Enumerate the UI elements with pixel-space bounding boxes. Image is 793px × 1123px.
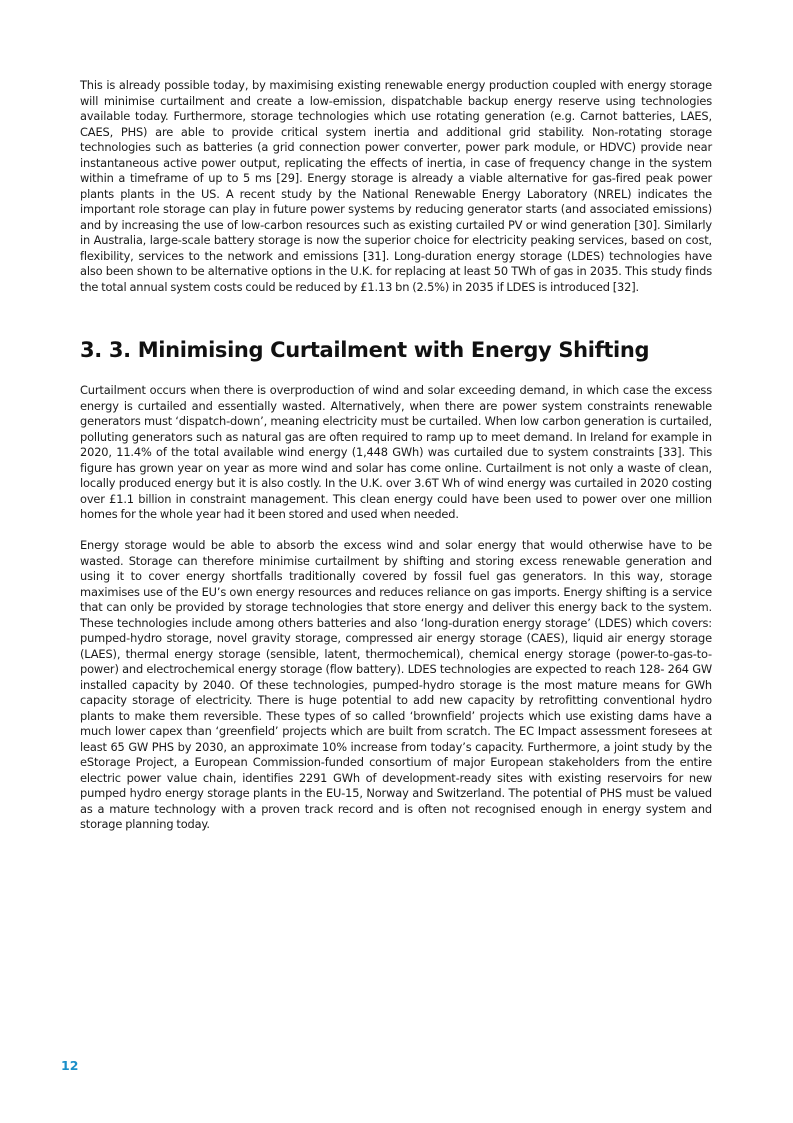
section-heading: 3. 3. Minimising Curtailment with Energy Shifting <box>80 338 650 362</box>
page-content <box>80 78 712 833</box>
page-number: 12 <box>61 1058 79 1073</box>
section-paragraph-energy-storage: Energy storage would be able to absorb the excess wind and solar energy that would otherwise have to be wasted. Storage can therefore minimise curtailment by shifting and storing excess renewable generation and using it to cover energy shortfalls traditionally covered by fossil fuel gas generators. In this way, storage maximises use of the EU’s own energy resources and reduces reliance on gas imports. Energy shifting is a service that can only be provided by storage technologies that store energy and deliver this energy back to the system. These technologies include among others batteries and also ‘long-duration energy storage’ (LDES) which covers: pumped-hydro storage, novel gravity storage, compressed air energy storage (CAES), liquid air energy storage (LAES), thermal energy storage (sensible, latent, thermochemical), chemical energy storage (power-to-gas-to-power) and electrochemical energy storage (flow battery). LDES technologies are expected to reach 128- 264 GW installed capacity by 2040. Of these technologies, pumped-hydro storage is the most mature means for GWh capacity storage of electricity. There is huge potential to add new capacity by retrofitting conventional hydro plants to make them reversible. These types of so called ‘brownfield’ projects which use existing dams have a much lower capex than ‘greenfield’ projects which are built from scratch. The EC Impact assessment foresees at least 65 GW PHS by 2030, an approximate 10% increase from today’s capacity. Furthermore, a joint study by the eStorage Project, a European Commission-funded consortium of major European stakeholders from the entire electric power value chain, identifies 2291 GWh of development-ready sites with existing reservoirs for new pumped hydro energy storage plants in the EU-15, Norway and Switzerland. The potential of PHS must be valued as a mature technology with a proven track record and is often not recognised enough in energy system and storage planning today. <box>80 538 712 831</box>
intro-paragraph: This is already possible today, by maximising existing renewable energy production coupled with energy storage will minimise curtailment and create a low-emission, dispatchable backup energy reserve using technologies available today. Furthermore, storage technologies which use rotating generation (e.g. Carnot batteries, LAES, CAES, PHS) are able to provide critical system inertia and additional grid stability. Non-rotating storage technologies such as batteries (a grid connection power converter, power park module, or HDVC) provide near instantaneous active power output, replicating the effects of inertia, in case of frequency change in the system within a timeframe of up to 5 ms [29]. Energy storage is already a viable alternative for gas-fired peak power plants plants in the US. A recent study by the National Renewable Energy Laboratory (NREL) indicates the important role storage can play in future power systems by reducing generator starts (and associated emissions) and by increasing the use of low-carbon resources such as existing curtailed PV or wind generation [30]. Similarly in Australia, large-scale battery storage is now the superior choice for electricity peaking services, based on cost, flexibility, services to the network and emissions [31]. Long-duration energy storage (LDES) technologies have also been shown to be alternative options in the U.K. for replacing at least 50 TWh of gas in 2035. This study finds the total annual system costs could be reduced by £1.13 bn (2.5%) in 2035 if LDES is introduced [32]. <box>80 78 712 294</box>
section-paragraph-curtailment: Curtailment occurs when there is overproduction of wind and solar exceeding demand, in which case the excess energy is curtailed and essentially wasted. Alternatively, when there are power system constraints renewable generators must ‘dispatch-down’, meaning electricity must be curtailed. When low carbon generation is curtailed, polluting generators such as natural gas are often required to ramp up to meet demand. In Ireland for example in 2020, 11.4% of the total available wind energy (1,448 GWh) was curtailed due to system constraints [33]. This figure has grown year on year as more wind and solar has come online. Curtailment is not only a waste of clean, locally produced energy but it is also costly. In the U.K. over 3.6T Wh of wind energy was curtailed in 2020 costing over £1.1 billion in constraint management. This clean energy could have been used to power over one million homes for the whole year had it been stored and used when needed. <box>80 383 712 521</box>
